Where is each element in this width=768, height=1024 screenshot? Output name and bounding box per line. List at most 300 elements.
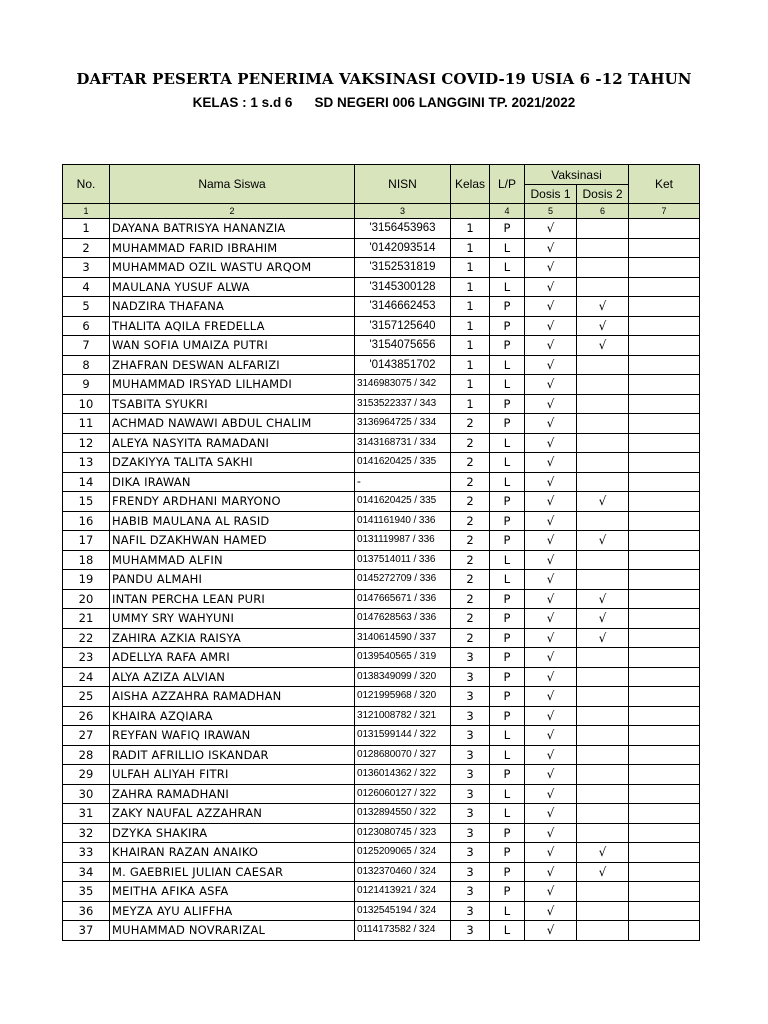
cell-no: 21 (63, 609, 110, 629)
cell-nama: ZHAFRAN DESWAN ALFARIZI (110, 355, 355, 375)
cell-dosis-2: √ (577, 492, 629, 512)
cell-dosis-2: √ (577, 628, 629, 648)
cell-nama: NAFIL DZAKHWAN HAMED (110, 531, 355, 551)
header-nama: Nama Siswa (110, 165, 355, 204)
cell-dosis-2 (577, 687, 629, 707)
cell-dosis-1: √ (525, 843, 577, 863)
cell-dosis-1: √ (525, 784, 577, 804)
cell-nama: MUHAMMAD NOVRARIZAL (110, 921, 355, 941)
cell-kelas: 3 (451, 823, 490, 843)
table-row (63, 843, 700, 863)
cell-dosis-1: √ (525, 726, 577, 746)
header-no: No. (63, 165, 110, 204)
cell-ket (629, 589, 700, 609)
cell-dosis-1: √ (525, 648, 577, 668)
cell-nama: AISHA AZZAHRA RAMADHAN (110, 687, 355, 707)
cell-no: 20 (63, 589, 110, 609)
cell-nisn: 3140614590 / 337 (355, 628, 451, 648)
cell-dosis-1: √ (525, 765, 577, 785)
cell-nisn: 0141620425 / 335 (355, 492, 451, 512)
cell-ket (629, 531, 700, 551)
column-number: 2 (110, 204, 355, 219)
cell-nisn: '3156453963 (355, 219, 451, 239)
school-name: SD NEGERI 006 LANGGINI TP. 2021/2022 (314, 95, 576, 110)
table-row (63, 511, 700, 531)
cell-no: 10 (63, 394, 110, 414)
cell-dosis-2: √ (577, 609, 629, 629)
cell-nama: MUHAMMAD ALFIN (110, 550, 355, 570)
table-row (63, 414, 700, 434)
cell-lp: L (490, 550, 525, 570)
cell-dosis-2 (577, 472, 629, 492)
cell-kelas: 3 (451, 667, 490, 687)
table-row (63, 492, 700, 512)
cell-dosis-2 (577, 901, 629, 921)
cell-no: 12 (63, 433, 110, 453)
cell-dosis-1: √ (525, 414, 577, 434)
cell-ket (629, 765, 700, 785)
cell-lp: P (490, 706, 525, 726)
cell-dosis-1: √ (525, 394, 577, 414)
table-row (63, 219, 700, 239)
cell-nama: DIKA IRAWAN (110, 472, 355, 492)
cell-ket (629, 433, 700, 453)
cell-ket (629, 550, 700, 570)
table-row (63, 258, 700, 278)
cell-dosis-1: √ (525, 706, 577, 726)
cell-dosis-2 (577, 355, 629, 375)
cell-dosis-2 (577, 823, 629, 843)
cell-nisn: 0145272709 / 336 (355, 570, 451, 590)
cell-dosis-2: √ (577, 843, 629, 863)
cell-no: 9 (63, 375, 110, 395)
cell-lp: P (490, 492, 525, 512)
cell-no: 19 (63, 570, 110, 590)
cell-kelas: 3 (451, 784, 490, 804)
cell-ket (629, 804, 700, 824)
cell-dosis-1: √ (525, 921, 577, 941)
cell-no: 24 (63, 667, 110, 687)
cell-kelas: 1 (451, 336, 490, 356)
cell-ket (629, 667, 700, 687)
cell-dosis-1: √ (525, 609, 577, 629)
cell-lp: P (490, 843, 525, 863)
cell-lp: P (490, 667, 525, 687)
cell-no: 5 (63, 297, 110, 317)
cell-dosis-1: √ (525, 336, 577, 356)
cell-nama: M. GAEBRIEL JULIAN CAESAR (110, 862, 355, 882)
cell-ket (629, 921, 700, 941)
cell-ket (629, 238, 700, 258)
cell-ket (629, 297, 700, 317)
cell-no: 30 (63, 784, 110, 804)
cell-kelas: 2 (451, 472, 490, 492)
cell-dosis-2 (577, 804, 629, 824)
cell-nisn: 3121008782 / 321 (355, 706, 451, 726)
cell-dosis-2 (577, 765, 629, 785)
cell-nama: ULFAH ALIYAH FITRI (110, 765, 355, 785)
cell-ket (629, 882, 700, 902)
column-number-blank (451, 204, 490, 219)
cell-lp: L (490, 355, 525, 375)
table-row (63, 336, 700, 356)
cell-lp: L (490, 784, 525, 804)
cell-kelas: 3 (451, 687, 490, 707)
cell-nisn: 0121413921 / 324 (355, 882, 451, 902)
cell-nisn: 3143168731 / 334 (355, 433, 451, 453)
cell-dosis-1: √ (525, 238, 577, 258)
cell-kelas: 3 (451, 726, 490, 746)
cell-lp: P (490, 687, 525, 707)
cell-ket (629, 784, 700, 804)
cell-nisn: 0141620425 / 335 (355, 453, 451, 473)
cell-lp: P (490, 882, 525, 902)
column-number: 1 (63, 204, 110, 219)
cell-nisn: 0131599144 / 322 (355, 726, 451, 746)
cell-dosis-1: √ (525, 316, 577, 336)
column-number: 4 (490, 204, 525, 219)
cell-kelas: 3 (451, 765, 490, 785)
cell-dosis-1: √ (525, 219, 577, 239)
cell-kelas: 2 (451, 550, 490, 570)
cell-dosis-1: √ (525, 375, 577, 395)
cell-nisn: - (355, 472, 451, 492)
cell-kelas: 3 (451, 843, 490, 863)
cell-lp: P (490, 219, 525, 239)
cell-dosis-2 (577, 784, 629, 804)
cell-dosis-1: √ (525, 862, 577, 882)
cell-kelas: 2 (451, 492, 490, 512)
cell-kelas: 3 (451, 882, 490, 902)
cell-nisn: 3146983075 / 342 (355, 375, 451, 395)
cell-kelas: 2 (451, 570, 490, 590)
cell-dosis-1: √ (525, 667, 577, 687)
table-row (63, 453, 700, 473)
table-row (63, 648, 700, 668)
cell-ket (629, 219, 700, 239)
cell-lp: L (490, 921, 525, 941)
cell-no: 17 (63, 531, 110, 551)
cell-nama: MAULANA YUSUF ALWA (110, 277, 355, 297)
cell-no: 14 (63, 472, 110, 492)
cell-nisn: 0123080745 / 323 (355, 823, 451, 843)
cell-nisn: 0131119987 / 336 (355, 531, 451, 551)
cell-no: 26 (63, 706, 110, 726)
table-row (63, 901, 700, 921)
cell-nisn: 0128680070 / 327 (355, 745, 451, 765)
cell-nisn: '0142093514 (355, 238, 451, 258)
cell-dosis-2 (577, 726, 629, 746)
cell-no: 11 (63, 414, 110, 434)
cell-dosis-2: √ (577, 589, 629, 609)
table-row (63, 823, 700, 843)
cell-dosis-2 (577, 745, 629, 765)
cell-nama: MEYZA AYU ALIFFHA (110, 901, 355, 921)
cell-nama: WAN SOFIA UMAIZA PUTRI (110, 336, 355, 356)
header-kelas: Kelas (451, 165, 490, 204)
cell-nisn: 0141161940 / 336 (355, 511, 451, 531)
cell-lp: L (490, 453, 525, 473)
cell-no: 15 (63, 492, 110, 512)
cell-no: 25 (63, 687, 110, 707)
cell-kelas: 2 (451, 589, 490, 609)
table-row (63, 531, 700, 551)
cell-lp: L (490, 258, 525, 278)
cell-kelas: 3 (451, 901, 490, 921)
cell-ket (629, 706, 700, 726)
cell-dosis-1: √ (525, 433, 577, 453)
table-row (63, 882, 700, 902)
cell-nama: MUHAMMAD OZIL WASTU ARQOM (110, 258, 355, 278)
cell-dosis-2 (577, 648, 629, 668)
table-row (63, 394, 700, 414)
cell-nama: DAYANA BATRISYA HANANZIA (110, 219, 355, 239)
cell-lp: P (490, 862, 525, 882)
cell-kelas: 1 (451, 394, 490, 414)
cell-dosis-1: √ (525, 277, 577, 297)
table-row (63, 687, 700, 707)
cell-kelas: 1 (451, 375, 490, 395)
cell-nisn: 0132545194 / 324 (355, 901, 451, 921)
cell-no: 35 (63, 882, 110, 902)
header-dosis-2: Dosis 2 (577, 185, 629, 204)
cell-ket (629, 355, 700, 375)
cell-nisn: 0121995968 / 320 (355, 687, 451, 707)
cell-ket (629, 823, 700, 843)
cell-lp: L (490, 375, 525, 395)
cell-dosis-2 (577, 277, 629, 297)
cell-lp: P (490, 511, 525, 531)
cell-lp: P (490, 414, 525, 434)
cell-nisn: 0147665671 / 336 (355, 589, 451, 609)
cell-lp: P (490, 336, 525, 356)
cell-no: 4 (63, 277, 110, 297)
document-title: DAFTAR PESERTA PENERIMA VAKSINASI COVID-19 USIA 6 -12 TAHUN (76, 70, 692, 88)
cell-nama: ADELLYA RAFA AMRI (110, 648, 355, 668)
cell-no: 18 (63, 550, 110, 570)
cell-dosis-2: √ (577, 531, 629, 551)
cell-nama: ZAHIRA AZKIA RAISYA (110, 628, 355, 648)
cell-ket (629, 901, 700, 921)
cell-nisn: '0143851702 (355, 355, 451, 375)
cell-lp: P (490, 316, 525, 336)
cell-lp: P (490, 609, 525, 629)
column-number: 6 (577, 204, 629, 219)
table-row (63, 355, 700, 375)
header-vaksinasi: Vaksinasi (525, 165, 629, 185)
cell-dosis-2 (577, 219, 629, 239)
cell-dosis-2 (577, 921, 629, 941)
cell-nisn: 3136964725 / 334 (355, 414, 451, 434)
cell-dosis-2 (577, 570, 629, 590)
header-dosis-1: Dosis 1 (525, 185, 577, 204)
cell-no: 1 (63, 219, 110, 239)
cell-dosis-2 (577, 511, 629, 531)
cell-kelas: 1 (451, 238, 490, 258)
cell-kelas: 3 (451, 706, 490, 726)
cell-ket (629, 648, 700, 668)
cell-ket (629, 453, 700, 473)
document-subtitle (0, 95, 768, 110)
cell-kelas: 1 (451, 277, 490, 297)
cell-dosis-2 (577, 667, 629, 687)
cell-no: 22 (63, 628, 110, 648)
cell-nisn: 0139540565 / 319 (355, 648, 451, 668)
table-row (63, 628, 700, 648)
cell-dosis-1: √ (525, 511, 577, 531)
cell-kelas: 3 (451, 862, 490, 882)
cell-nisn: '3154075656 (355, 336, 451, 356)
cell-nama: MEITHA AFIKA ASFA (110, 882, 355, 902)
cell-kelas: 2 (451, 628, 490, 648)
cell-kelas: 1 (451, 297, 490, 317)
cell-kelas: 3 (451, 648, 490, 668)
participants-table (62, 164, 700, 941)
cell-ket (629, 472, 700, 492)
cell-lp: P (490, 297, 525, 317)
cell-ket (629, 843, 700, 863)
cell-nama: HABIB MAULANA AL RASID (110, 511, 355, 531)
kelas-range: KELAS : 1 s.d 6 (192, 95, 293, 110)
cell-ket (629, 258, 700, 278)
cell-no: 2 (63, 238, 110, 258)
cell-ket (629, 609, 700, 629)
cell-nama: DZYKA SHAKIRA (110, 823, 355, 843)
cell-dosis-1: √ (525, 297, 577, 317)
cell-kelas: 1 (451, 355, 490, 375)
cell-dosis-1: √ (525, 823, 577, 843)
cell-kelas: 2 (451, 453, 490, 473)
cell-ket (629, 316, 700, 336)
cell-no: 34 (63, 862, 110, 882)
cell-lp: P (490, 823, 525, 843)
cell-kelas: 2 (451, 531, 490, 551)
table-row (63, 745, 700, 765)
cell-lp: L (490, 570, 525, 590)
cell-dosis-1: √ (525, 531, 577, 551)
cell-lp: L (490, 745, 525, 765)
cell-ket (629, 394, 700, 414)
cell-lp: P (490, 531, 525, 551)
table-row (63, 706, 700, 726)
cell-lp: L (490, 726, 525, 746)
cell-lp: L (490, 433, 525, 453)
cell-dosis-1: √ (525, 570, 577, 590)
cell-nama: KHAIRAN RAZAN ANAIKO (110, 843, 355, 863)
cell-nisn: 0114173582 / 324 (355, 921, 451, 941)
cell-nama: NADZIRA THAFANA (110, 297, 355, 317)
cell-dosis-2 (577, 433, 629, 453)
cell-dosis-1: √ (525, 589, 577, 609)
cell-ket (629, 628, 700, 648)
table-row (63, 804, 700, 824)
cell-nisn: '3157125640 (355, 316, 451, 336)
cell-dosis-2 (577, 414, 629, 434)
cell-nisn: 0132894550 / 322 (355, 804, 451, 824)
cell-dosis-1: √ (525, 628, 577, 648)
cell-kelas: 2 (451, 433, 490, 453)
cell-dosis-1: √ (525, 472, 577, 492)
cell-ket (629, 277, 700, 297)
cell-dosis-1: √ (525, 355, 577, 375)
cell-dosis-1: √ (525, 804, 577, 824)
table-row (63, 297, 700, 317)
cell-nama: ALEYA NASYITA RAMADANI (110, 433, 355, 453)
cell-nama: UMMY SRY WAHYUNI (110, 609, 355, 629)
table-row (63, 784, 700, 804)
cell-nisn: 0126060127 / 322 (355, 784, 451, 804)
table-row (63, 862, 700, 882)
table-row (63, 277, 700, 297)
cell-ket (629, 511, 700, 531)
cell-dosis-2: √ (577, 336, 629, 356)
cell-no: 23 (63, 648, 110, 668)
cell-nisn: 0125209065 / 324 (355, 843, 451, 863)
cell-no: 36 (63, 901, 110, 921)
column-number: 3 (355, 204, 451, 219)
header-lp: L/P (490, 165, 525, 204)
cell-nama: INTAN PERCHA LEAN PURI (110, 589, 355, 609)
cell-no: 32 (63, 823, 110, 843)
column-number: 5 (525, 204, 577, 219)
cell-nama: ZAHRA RAMADHANI (110, 784, 355, 804)
cell-no: 7 (63, 336, 110, 356)
cell-nisn: 3153522337 / 343 (355, 394, 451, 414)
table-row (63, 570, 700, 590)
cell-dosis-1: √ (525, 882, 577, 902)
cell-ket (629, 375, 700, 395)
cell-kelas: 2 (451, 609, 490, 629)
cell-dosis-1: √ (525, 453, 577, 473)
cell-nisn: 0138349099 / 320 (355, 667, 451, 687)
cell-nama: KHAIRA AZQIARA (110, 706, 355, 726)
cell-kelas: 2 (451, 414, 490, 434)
cell-no: 37 (63, 921, 110, 941)
cell-dosis-1: √ (525, 687, 577, 707)
cell-nisn: 0147628563 / 336 (355, 609, 451, 629)
cell-nisn: 0136014362 / 322 (355, 765, 451, 785)
cell-no: 28 (63, 745, 110, 765)
cell-dosis-2 (577, 706, 629, 726)
table-row (63, 609, 700, 629)
cell-nisn: 0137514011 / 336 (355, 550, 451, 570)
cell-kelas: 3 (451, 745, 490, 765)
cell-nama: ZAKY NAUFAL AZZAHRAN (110, 804, 355, 824)
cell-lp: L (490, 277, 525, 297)
cell-no: 8 (63, 355, 110, 375)
table-row (63, 726, 700, 746)
cell-dosis-1: √ (525, 745, 577, 765)
cell-no: 3 (63, 258, 110, 278)
table-body (63, 219, 700, 941)
table-row (63, 375, 700, 395)
cell-dosis-1: √ (525, 901, 577, 921)
cell-kelas: 3 (451, 921, 490, 941)
cell-dosis-2 (577, 453, 629, 473)
table-row (63, 238, 700, 258)
cell-ket (629, 687, 700, 707)
cell-dosis-2: √ (577, 862, 629, 882)
cell-kelas: 1 (451, 219, 490, 239)
table-row (63, 472, 700, 492)
cell-dosis-1: √ (525, 258, 577, 278)
table-row (63, 667, 700, 687)
cell-dosis-2 (577, 394, 629, 414)
cell-ket (629, 414, 700, 434)
cell-no: 27 (63, 726, 110, 746)
cell-nisn: '3145300128 (355, 277, 451, 297)
cell-dosis-2: √ (577, 316, 629, 336)
